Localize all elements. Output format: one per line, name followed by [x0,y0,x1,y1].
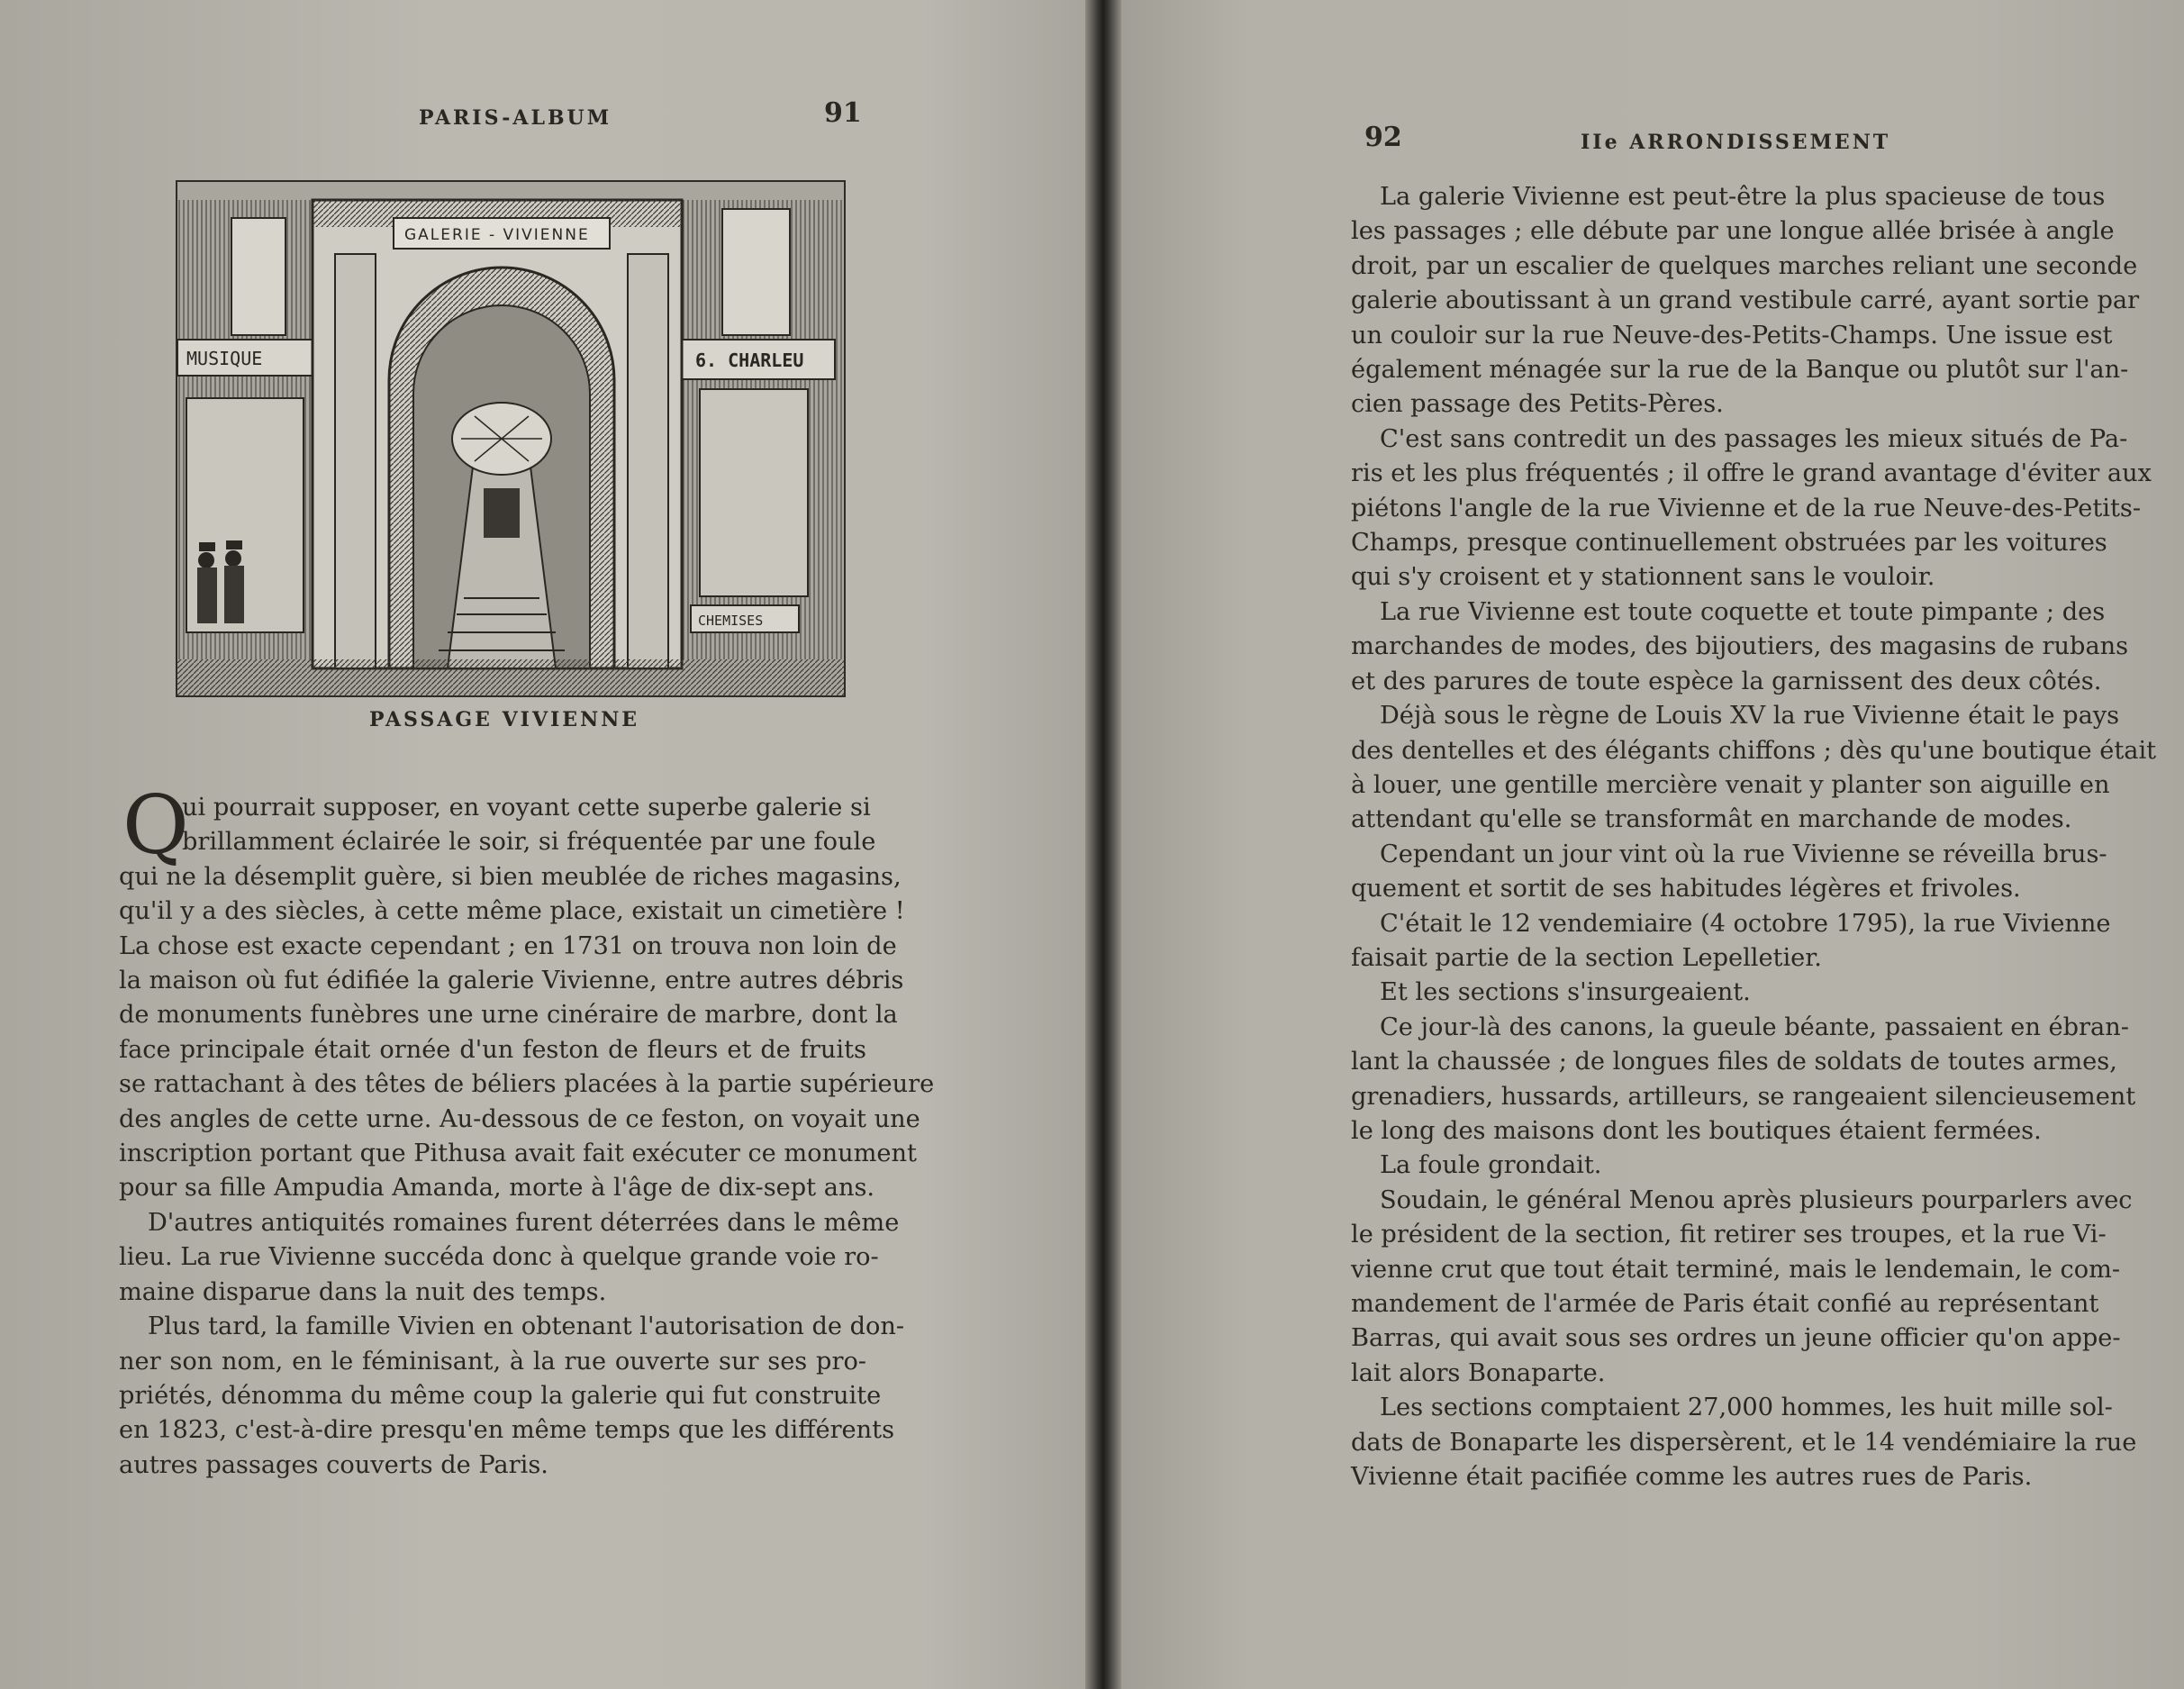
text-line: attendant qu'elle se transformât en marchande de modes. [1351,805,2072,834]
text-line: des dentelles et des élégants chiffons ; dès qu'une boutique était [1351,736,2157,765]
text-line: Barras, qui avait sous ses ordres un jeune officier qu'on appe- [1351,1324,2121,1353]
text-line: et des parures de toute espèce la garnissent des deux côtés. [1351,667,2102,695]
text-line: inscription portant que Pithusa avait fait exécuter ce monument [119,1140,917,1168]
text-line: Les sections comptaient 27,000 hommes, les huit mille sol- [1380,1394,2113,1422]
text-line: C'était le 12 vendemiaire (4 octobre 1795), la rue Vivienne [1380,909,2111,938]
drop-cap: Q [122,778,189,873]
book-gutter [1085,0,1121,1689]
text-line: C'est sans contredit un des passages les mieux situés de Pa- [1380,424,2128,453]
sign-charleu: 6. CHARLEU [695,350,804,371]
passage-vivienne-engraving [177,182,844,695]
text-line: un couloir sur la rue Neuve-des-Petits-Champs. Une issue est [1351,321,2113,350]
text-line: grenadiers, hussards, artilleurs, se rangeaient silencieusement [1351,1082,2136,1111]
text-line: Champs, presque continuellement obstruées par les voitures [1351,529,2107,558]
text-line: Plus tard, la famille Vivien en obtenant l'autorisation de don- [148,1312,905,1341]
text-line: en 1823, c'est-à-dire presqu'en même temps que les différents [119,1416,895,1445]
text-line: Cependant un jour vint où la rue Vivienne se réveilla brus- [1380,840,2107,868]
text-line: mandement de l'armée de Paris était confié au représentant [1351,1290,2099,1318]
text-line: cien passage des Petits-Pères. [1351,390,1724,419]
left-page [0,0,1085,1689]
text-line: La galerie Vivienne est peut-être la plus spacieuse de tous [1380,183,2106,211]
text-line: faisait partie de la section Lepelletier. [1351,943,1822,972]
text-line: pour sa fille Ampudia Amanda, morte à l'âge de dix-sept ans. [119,1174,875,1203]
text-line: La chose est exacte cependant ; en 1731 on trouva non loin de [119,931,897,960]
text-line: droit, par un escalier de quelques marches reliant une seconde [1351,251,2138,280]
text-line: la maison où fut édifiée la galerie Vivienne, entre autres débris [119,967,904,995]
page-number: 91 [824,97,862,129]
text-line: dats de Bonaparte les dispersèrent, et le 14 vendémiaire la rue [1351,1428,2137,1457]
text-line: quement et sortit de ses habitudes légères et frivoles. [1351,875,2021,904]
sign-galerie-vivienne: GALERIE - VIVIENNE [404,226,590,244]
sign-musique: MUSIQUE [186,348,263,369]
text-line: La foule grondait. [1380,1151,1602,1180]
text-line: Et les sections s'insurgeaient. [1380,978,1751,1007]
right-page [1121,0,2184,1689]
text-line: Soudain, le général Menou après plusieurs pourparlers avec [1380,1185,2133,1214]
text-line: des angles de cette urne. Au-dessous de ce feston, on voyait une [119,1104,920,1133]
text-line: de monuments funèbres une urne cinéraire de marbre, dont la [119,1001,898,1030]
sign-chemises: CHEMISES [698,613,764,629]
text-line: galerie aboutissant à un grand vestibule carré, ayant sortie par [1351,286,2140,315]
text-line: autres passages couverts de Paris. [119,1450,548,1479]
left-body-text [119,791,935,1483]
text-line: ner son nom, en le féminisant, à la rue ouverte sur ses pro- [119,1347,866,1376]
text-line: brillamment éclairée le soir, si fréquentée par une foule [182,828,876,857]
text-line: D'autres antiquités romaines furent déterrées dans le même [148,1208,900,1237]
running-head: IIe ARRONDISSEMENT [1581,131,1891,154]
text-line: ui pourrait supposer, en voyant cette superbe galerie si [182,794,871,822]
illustration-caption: PASSAGE VIVIENNE [369,708,640,731]
text-line: qui s'y croisent et y stationnent sans le vouloir. [1351,563,1935,592]
text-line: lant la chaussée ; de longues files de soldats de toutes armes, [1351,1048,2117,1076]
text-line: à louer, une gentille mercière venait y planter son aiguille en [1351,770,2110,799]
text-line: qu'il y a des siècles, à cette même place, existait un cimetière ! [119,897,905,926]
text-line: face principale était ornée d'un feston de fleurs et de fruits [119,1035,866,1064]
text-line: marchandes de modes, des bijoutiers, des magasins de rubans [1351,632,2129,661]
text-line: ris et les plus fréquentés ; il offre le grand avantage d'éviter aux [1351,459,2152,488]
text-line: le président de la section, fit retirer ses troupes, et la rue Vi- [1351,1221,2107,1249]
text-line: le long des maisons dont les boutiques étaient fermées. [1351,1116,2042,1145]
engraving-illustration [176,180,846,697]
text-line: Déjà sous le règne de Louis XV la rue Vivienne était le pays [1380,702,2120,731]
text-line: maine disparue dans la nuit des temps. [119,1277,607,1306]
text-line: lieu. La rue Vivienne succéda donc à quelque grande voie ro- [119,1243,879,1272]
text-line: également ménagée sur la rue de la Banque ou plutôt sur l'an- [1351,356,2129,385]
text-line: Vivienne était pacifiée comme les autres rues de Paris. [1351,1463,2033,1492]
text-line: qui ne la désemplit guère, si bien meublée de riches magasins, [119,862,902,891]
text-line: priétés, dénomma du même coup la galerie qui fut construite [119,1381,882,1410]
text-line: les passages ; elle débute par une longue allée brisée à angle [1351,217,2115,246]
text-line: vienne crut que tout était terminé, mais le lendemain, le com- [1351,1255,2121,1284]
text-line: Ce jour-là des canons, la gueule béante, passaient en ébran- [1380,1012,2129,1041]
text-line: se rattachant à des têtes de béliers placées à la partie supérieure [119,1070,935,1099]
right-body-text [1351,180,2157,1494]
text-line: lait alors Bonaparte. [1351,1358,1606,1387]
page-number: 92 [1364,122,1402,153]
text-line: La rue Vivienne est toute coquette et toute pimpante ; des [1380,597,2106,626]
running-head: PARIS-ALBUM [419,106,612,130]
text-line: piétons l'angle de la rue Vivienne et de la rue Neuve-des-Petits- [1351,494,2142,522]
